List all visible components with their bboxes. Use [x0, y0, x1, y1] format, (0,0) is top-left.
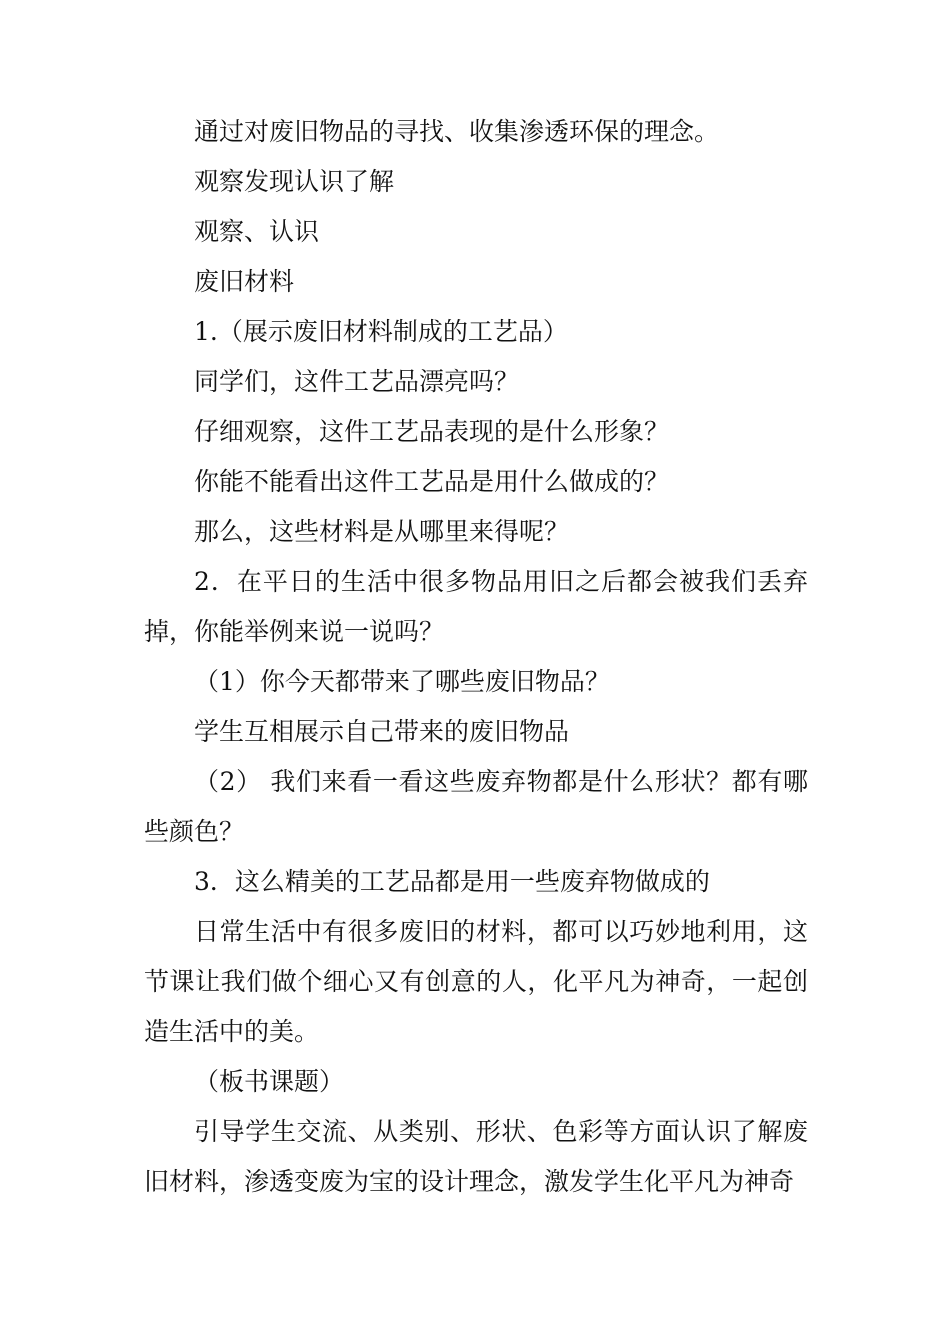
paragraph-17: 引导学生交流、从类别、形状、色彩等方面认识了解废旧材料，渗透变废为宝的设计理念，激发学生化平凡为神奇 [144, 1117, 808, 1196]
paragraph-12: 学生互相展示自己带来的废旧物品 [194, 717, 570, 746]
paragraph-7: 仔细观察，这件工艺品表现的是什么形象？ [194, 417, 670, 446]
paragraph-2: 观察发现认识了解 [194, 167, 395, 196]
body-text [144, 107, 808, 1207]
paragraph-8: 你能不能看出这件工艺品是用什么做成的？ [194, 467, 670, 496]
paragraph-10: 2．在平日的生活中很多物品用旧之后都会被我们丢弃掉，你能举例来说一说吗？ [144, 567, 808, 646]
paragraph-9: 那么，这些材料是从哪里来得呢？ [194, 517, 570, 546]
paragraph-5: 1.（展示废旧材料制成的工艺品） [194, 317, 568, 346]
paragraph-11: （1）你今天都带来了哪些废旧物品？ [194, 667, 610, 696]
paragraph-14: 3．这么精美的工艺品都是用一些废弃物做成的 [194, 867, 710, 896]
paragraph-4: 废旧材料 [194, 267, 295, 296]
paragraph-1: 通过对废旧物品的寻找、收集渗透环保的理念。 [194, 117, 720, 146]
paragraph-15: 日常生活中有很多废旧的材料，都可以巧妙地利用，这节课让我们做个细心又有创意的人，化平凡为神奇，一起创造生活中的美。 [144, 917, 808, 1046]
paragraph-16: （板书课题） [194, 1067, 345, 1096]
paragraph-6: 同学们，这件工艺品漂亮吗？ [194, 367, 520, 396]
paragraph-13: （2） 我们来看一看这些废弃物都是什么形状？都有哪些颜色？ [144, 767, 808, 846]
paragraph-3: 观察、认识 [194, 217, 320, 246]
